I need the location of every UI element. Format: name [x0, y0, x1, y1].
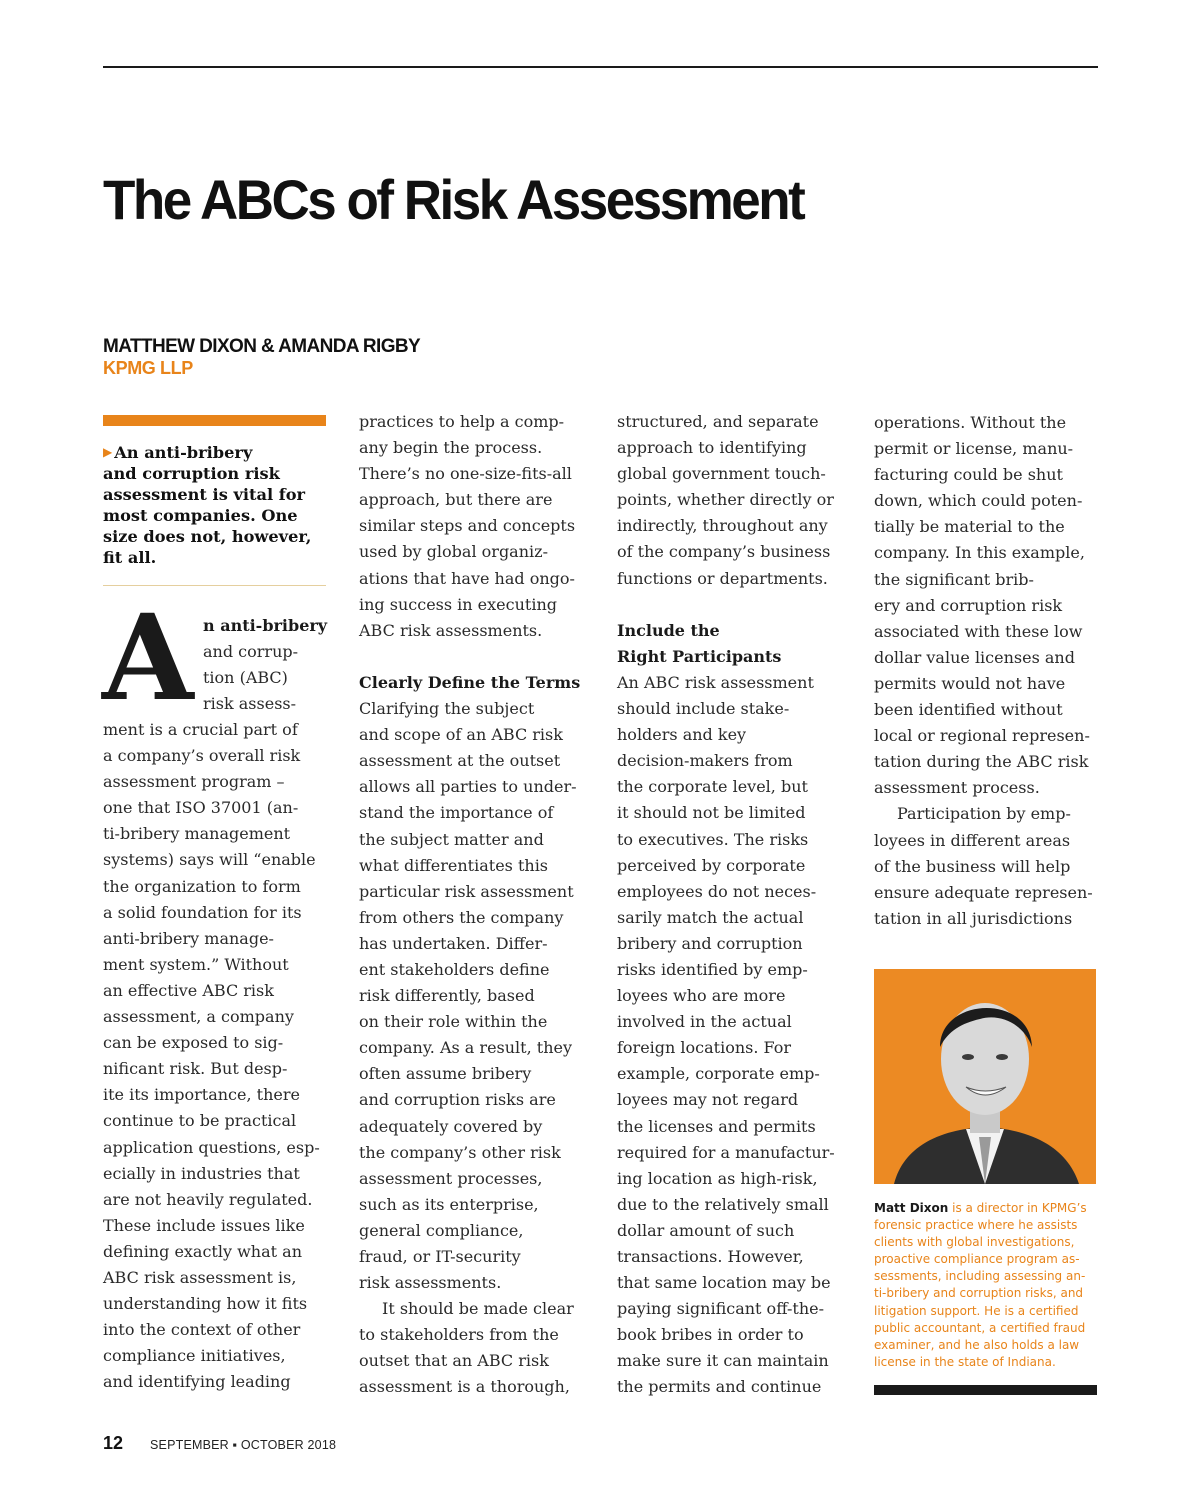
deck-line: most companies. One	[103, 506, 298, 525]
body-text-line: facturing could be shut	[874, 465, 1063, 485]
body-text-line: indirectly, throughout any	[617, 516, 828, 536]
body-text-line: tion (ABC)	[203, 668, 288, 688]
body-text-line: structured, and separate	[617, 412, 819, 431]
body-text-line: has undertaken. Differ-	[359, 933, 548, 953]
body-text-line: ing success in executing	[359, 594, 557, 614]
caption-line: license in the state of Indiana.	[874, 1354, 1056, 1369]
body-text-line: particular risk assessment	[359, 881, 574, 901]
body-text-line: such as its enterprise,	[359, 1194, 539, 1214]
body-text-line: compliance initiatives,	[103, 1346, 286, 1366]
body-text-line: local or regional represen-	[874, 726, 1090, 746]
body-text-line: company. In this example,	[874, 543, 1085, 563]
caption-line: ti-bribery and corruption risks, and	[874, 1286, 1084, 1301]
body-text-line: on their role within the	[359, 1012, 548, 1032]
caption-line: litigation support. He is a certified	[874, 1303, 1079, 1318]
body-text-line: the organization to form	[103, 876, 301, 896]
body-text-line: understanding how it fits	[103, 1294, 308, 1314]
paragraph-gap	[617, 592, 857, 618]
body-text-line: assessment is a thorough,	[359, 1377, 570, 1397]
body-text-line: points, whether directly or	[617, 490, 834, 510]
caption-line: forensic practice where he assists	[874, 1218, 1078, 1233]
body-text-line: anti-bribery manage-	[103, 928, 274, 948]
body-text-line: the licenses and permits	[617, 1116, 816, 1136]
body-text-line: can be exposed to sig-	[103, 1033, 284, 1053]
body-text-line: and corruption risks are	[359, 1090, 556, 1110]
body-text-line: defining exactly what an	[103, 1241, 302, 1261]
author-organization: KPMG LLP	[103, 358, 193, 378]
body-text-line: perceived by corporate	[617, 855, 806, 875]
caption-line: clients with global investigations,	[874, 1235, 1075, 1250]
body-text-line: functions or departments.	[617, 568, 828, 588]
body-text-line: It should be made clear	[382, 1299, 574, 1319]
body-text-line: approach to identifying	[617, 438, 807, 458]
body-text-line: paying significant off-the-	[617, 1299, 824, 1319]
body-text-line: ment is a crucial part of	[103, 720, 298, 739]
body-text-line: holders and key	[617, 725, 747, 745]
body-text-line: ing location as high-risk,	[617, 1168, 818, 1188]
body-text-line: ecially in industries that	[103, 1163, 300, 1183]
body-column-2	[359, 409, 599, 1401]
body-text-line: ite its importance, there	[103, 1085, 300, 1105]
body-text-line: risks identified by emp-	[617, 959, 808, 979]
body-text-line: of the business will help	[874, 856, 1071, 876]
caption-line: proactive compliance program as-	[874, 1252, 1080, 1267]
body-text-line: one that ISO 37001 (an-	[103, 798, 299, 818]
body-text-line: Participation by emp-	[897, 804, 1071, 824]
triangle-bullet-icon: ▶	[103, 445, 113, 459]
body-text-line: bribery and corruption	[617, 933, 803, 953]
body-text-line: ery and corruption risk	[874, 595, 1063, 615]
body-text-line: ABC risk assessment is,	[103, 1267, 297, 1287]
body-text-line: a company’s overall risk	[103, 746, 301, 766]
body-text-line: outset that an ABC risk	[359, 1351, 549, 1371]
body-column-3	[617, 409, 857, 1401]
body-text-line: loyees in different areas	[874, 830, 1071, 850]
body-text-line: required for a manufactur-	[617, 1142, 835, 1162]
deck-line: and corruption risk	[103, 464, 280, 483]
deck-divider	[103, 585, 326, 586]
body-text-line: the significant brib-	[874, 569, 1034, 589]
body-text-line: general compliance,	[359, 1220, 524, 1240]
body-text-line: risk assess-	[203, 694, 297, 714]
body-column-1-top	[203, 613, 343, 717]
body-text-line: should include stake-	[617, 699, 790, 719]
body-text-line: tation in all jurisdictions	[874, 908, 1073, 928]
caption-name: Matt Dixon	[874, 1201, 949, 1215]
deck-line: assessment is vital for	[103, 485, 306, 504]
body-text-line: assessment program –	[103, 772, 285, 792]
body-text-line: a solid foundation for its	[103, 902, 302, 922]
paragraph-gap	[359, 644, 599, 670]
body-text-line: ations that have had ongo-	[359, 568, 575, 588]
issue-date: SEPTEMBER ▪ OCTOBER 2018	[150, 1438, 337, 1452]
headshot-image	[874, 969, 1096, 1184]
body-text-line: fraud, or IT-security	[359, 1247, 521, 1266]
body-text-line: and scope of an ABC risk	[359, 725, 563, 745]
body-text-line: An ABC risk assessment	[617, 672, 814, 692]
body-text-line: the permits and continue	[617, 1377, 822, 1397]
body-text-line: nificant risk. But desp-	[103, 1059, 288, 1079]
sidebar-bottom-bar	[874, 1385, 1097, 1395]
body-text-line: been identified without	[874, 700, 1063, 720]
top-rule	[103, 66, 1098, 68]
body-text-line: of the company’s business	[617, 542, 831, 562]
body-text-line: the subject matter and	[359, 829, 544, 849]
caption-line: sessments, including assessing an-	[874, 1269, 1086, 1284]
subheading: Include the	[617, 620, 720, 640]
body-text-line: that same location may be	[617, 1273, 831, 1293]
body-text-line: ent stakeholders define	[359, 959, 550, 979]
body-text-line: associated with these low	[874, 621, 1083, 641]
body-text-line: involved in the actual	[617, 1012, 792, 1032]
body-text-line: down, which could poten-	[874, 491, 1083, 511]
body-text-line: book bribes in order to	[617, 1325, 804, 1345]
body-text-line: the corporate level, but	[617, 777, 808, 797]
body-text-line: ment system.” Without	[103, 954, 289, 974]
body-text-line: tation during the ABC risk	[874, 752, 1089, 772]
body-text-line: ti-bribery management	[103, 824, 291, 844]
deck-line: ▶ An anti-bribery	[103, 443, 253, 462]
author-names: MATTHEW DIXON & AMANDA RIGBY	[103, 336, 421, 357]
body-text-line: and identifying leading	[103, 1372, 291, 1392]
body-text-line: permits would not have	[874, 673, 1066, 693]
body-text-line: continue to be practical	[103, 1111, 297, 1131]
deck-accent-bar	[103, 415, 326, 426]
body-text-line: similar steps and concepts	[359, 516, 576, 536]
subheading: Clearly Define the Terms	[359, 672, 581, 692]
body-text-line: allows all parties to under-	[359, 777, 577, 797]
body-text-line: loyees may not regard	[617, 1090, 799, 1110]
body-text-line: Clarifying the subject	[359, 699, 535, 719]
body-text-line: assessment at the outset	[359, 751, 561, 771]
body-text-line: to stakeholders from the	[359, 1325, 559, 1345]
article-title: The ABCs of Risk Assessment	[103, 169, 804, 232]
body-text-line: into the context of other	[103, 1320, 301, 1340]
caption-line: examiner, and he also holds a law	[874, 1337, 1080, 1352]
body-column-4	[874, 409, 1114, 931]
body-text-line: transactions. However,	[617, 1247, 804, 1266]
body-text-line: global government touch-	[617, 464, 826, 484]
body-text-line: sarily match the actual	[617, 907, 804, 927]
drop-cap: A	[102, 588, 194, 727]
body-text-line: application questions, esp-	[103, 1137, 320, 1157]
body-text-line: ABC risk assessments.	[359, 620, 543, 640]
body-text-line: assessment, a company	[103, 1007, 294, 1027]
body-text-line: risk differently, based	[359, 986, 535, 1006]
page-number: 12	[103, 1433, 124, 1453]
body-column-1	[103, 717, 343, 1395]
body-text-line: from others the company	[359, 907, 564, 927]
body-text-line: decision-makers from	[617, 751, 793, 771]
body-text-line: operations. Without the	[874, 413, 1067, 432]
body-text-line: due to the relatively small	[617, 1194, 829, 1214]
body-text-line: n anti-bribery	[203, 616, 328, 635]
body-text-line: assessment process.	[874, 778, 1040, 798]
subheading: Right Participants	[617, 646, 782, 666]
body-text-line: dollar value licenses and	[874, 647, 1075, 667]
body-text-line: assessment processes,	[359, 1168, 543, 1188]
author-photo	[874, 969, 1096, 1184]
deck-line: fit all.	[103, 548, 157, 567]
body-text-line: used by global organiz-	[359, 542, 548, 562]
body-text-line: an effective ABC risk	[103, 980, 274, 1000]
body-text-line: it should not be limited	[617, 803, 806, 823]
body-text-line: practices to help a comp-	[359, 412, 565, 431]
body-text-line: and corrup-	[203, 642, 299, 662]
body-text-line: the company’s other risk	[359, 1142, 561, 1162]
body-text-line: adequately covered by	[359, 1116, 543, 1136]
body-text-line: what differentiates this	[359, 855, 549, 875]
author-caption	[874, 1200, 1099, 1371]
body-text-line: to executives. The risks	[617, 829, 809, 849]
deck-line: size does not, however,	[103, 527, 312, 546]
body-text-line: approach, but there are	[359, 490, 553, 510]
body-text-line: permit or license, manu-	[874, 439, 1074, 459]
body-text-line: make sure it can maintain	[617, 1351, 829, 1371]
body-text-line: stand the importance of	[359, 803, 554, 823]
body-text-line: foreign locations. For	[617, 1038, 792, 1058]
body-text-line: company. As a result, they	[359, 1038, 573, 1058]
body-text-line: systems) says will “enable	[103, 850, 316, 870]
body-text-line: employees do not neces-	[617, 881, 817, 901]
body-text-line: are not heavily regulated.	[103, 1189, 313, 1209]
body-text-line: ensure adequate represen-	[874, 882, 1093, 902]
body-text-line: example, corporate emp-	[617, 1064, 820, 1084]
article-deck	[103, 442, 331, 568]
caption-line: public accountant, a certified fraud	[874, 1320, 1086, 1335]
body-text-line: often assume bribery	[359, 1064, 532, 1084]
body-text-line: dollar amount of such	[617, 1220, 795, 1240]
body-text-line: loyees who are more	[617, 986, 786, 1006]
body-text-line: risk assessments.	[359, 1273, 502, 1293]
body-text-line: tially be material to the	[874, 517, 1065, 537]
body-text-line: These include issues like	[103, 1215, 305, 1235]
body-text-line: There’s no one-size-fits-all	[359, 464, 572, 484]
body-text-line: any begin the process.	[359, 438, 543, 458]
caption-line: Matt Dixon is a director in KPMG’s	[874, 1201, 1087, 1215]
